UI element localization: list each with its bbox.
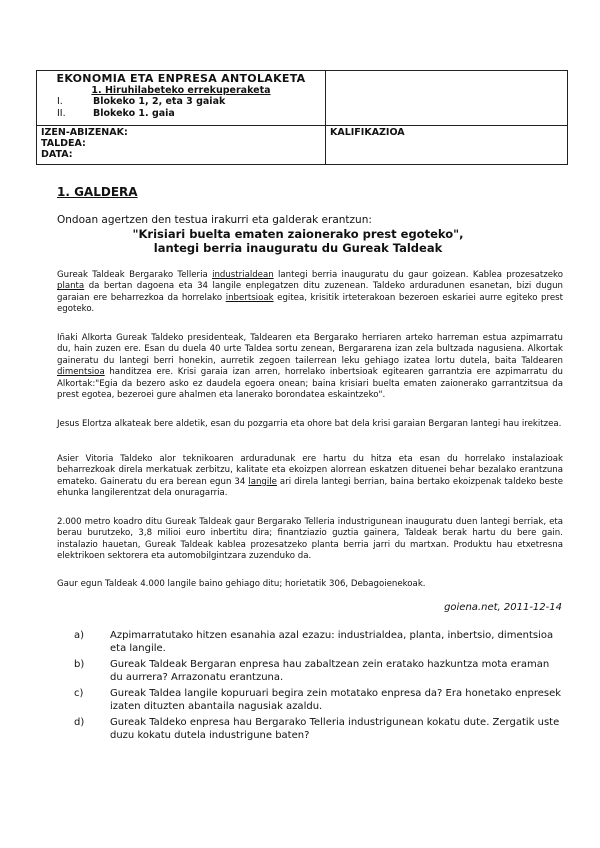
underlined-term: planta	[57, 281, 85, 292]
article-paragraph-1: Gureak Taldeak Bergarako Telleria industrialdean lantegi berria inauguratu du gaur goizean. Kablea prozesatzeko planta da bertan dagoena eta 34 langile enplegatzen ditu zuzenean. Taldeko arduradunen esanetan, bizi dugun garaian ere beharrezkoa da horrelako inbertsioak egitea, krisitik irteterakoan bezeroen eskariei aurre egiteko prest egoteko.	[57, 270, 563, 315]
block-row-text: Blokeko 1. gaia	[93, 108, 175, 119]
article-paragraph-3: Jesus Elortza alkateak bere aldetik, esan du pozgarria eta ohore bat dela krisi garaian Bergaran lantegi hau irekitzea.	[57, 419, 562, 429]
article-paragraph-2: Iñaki Alkorta Gureak Taldeko presidenteak, Taldearen eta Bergarako herriaren arteko harreman estua azpimarratu du, hain zuzen ere. Esan du duela 40 urte Taldea sortu zenean, Bergararena izan zela bultzada nagusiena. Alkortak gaineratu du lantegi berri honekin, aurretik zegoen tailerrean leku gehiago izatea lortu dutela, baita Taldearen dimentsioa handitzea ere. Krisi garaia izan arren, horrelako inbertsioak egitearen garrantzia ere azpimarratu du Alkortak:"Egia da bezero asko ez daudela egoera onean; baina krisiari buelta ematen zaionerako garrantzitsua da prest egotea, bezeroei gure ahalmen eta lanerako borondatea eskaintzeko".	[57, 333, 563, 401]
article-paragraph-4: Asier Vitoria Taldeko alor teknikoaren arduradunak ere hartu du hitza eta esan du horrelako instalazioak beharrezkoak direla merkatuak zerbitzu, kalitate eta ekoizpen alorrean eskatzen dituenei behar bezalako erantzuna emateko. Gaineratu du era berean egun 34 langile ari direla lantegi berrian, baina bertako ekoizpenak taldeko beste ehunka langilerentzat dela onuragarria.	[57, 454, 563, 499]
course-title: EKONOMIA ETA ENPRESA ANTOLAKETA	[56, 72, 306, 85]
questions-list	[74, 630, 564, 746]
question-item	[74, 717, 564, 742]
article-paragraph-6: Gaur egun Taldeak 4.000 langile baino gehiago ditu; horietatik 306, Debagoienekoak.	[57, 579, 426, 589]
question-item	[74, 630, 564, 655]
question-letter: c)	[74, 688, 84, 699]
group-field-label: TALDEA:	[41, 138, 86, 149]
exam-subtitle: 1. Hiruhilabeteko errekuperaketa	[91, 85, 271, 96]
question-text: Gureak Taldea langile kopuruari begira zein motatako enpresa da? Era honetako enpresek izaten dituzten abantaila nagusiak azaldu.	[110, 688, 562, 712]
block-row	[41, 96, 321, 108]
question-item	[74, 659, 564, 684]
exam-header-table	[36, 70, 568, 165]
blank-cell	[326, 71, 568, 126]
question-text: Azpimarratutako hitzen esanahia azal ezazu: industrialdea, planta, inbertsio, dimentsioa eta langile.	[110, 630, 554, 654]
block-row-number: I.	[57, 96, 63, 107]
block-row-number: II.	[57, 108, 66, 119]
date-field-label: DATA:	[41, 149, 73, 160]
student-fields-cell	[37, 126, 326, 165]
question-letter: a)	[74, 630, 85, 641]
section-title: 1. GALDERA	[57, 185, 138, 199]
article-headline	[57, 227, 539, 255]
headline-line-1: "Krisiari buelta ematen zaionerako prest egoteko",	[132, 227, 464, 241]
name-field-label: IZEN-ABIZENAK:	[41, 127, 128, 138]
question-letter: b)	[74, 659, 85, 670]
block-row-text: Blokeko 1, 2, eta 3 gaiak	[93, 96, 226, 107]
exam-info-cell	[37, 71, 326, 126]
article-paragraph-5: 2.000 metro koadro ditu Gureak Taldeak gaur Bergarako Telleria industrigunean inauguratu duen lantegi berriak, eta berau burutzeko, 3,8 milioi euro inbertitu dira; finantziazio guztia gainera, Taldeak berak hartu du bere gain. instalazio hauetan, Gureak Taldeak kablea prozesatzeko planta berria jarri du martxan. Produktu hau etxetresna elektrikoen sektorera eta automobilgintzara zuzenduko da.	[57, 517, 563, 562]
instructions: Ondoan agertzen den testua irakurri eta galderak erantzun:	[57, 214, 372, 226]
question-item	[74, 688, 564, 713]
underlined-term: langile	[248, 476, 277, 487]
underlined-term: inbertsioak	[225, 292, 274, 303]
question-text: Gureak Taldeak Bergaran enpresa hau zabaltzean zein eratako hazkuntza mota eraman du aurrera? Arrazonatu erantzuna.	[110, 659, 550, 683]
question-text: Gureak Taldeko enpresa hau Bergarako Telleria industrigunean kokatu dute. Zergatik uste duzu kokatu dutela industrigune baten?	[110, 717, 560, 741]
article-source: goiena.net, 2011-12-14	[444, 602, 562, 613]
underlined-term: industrialdean	[212, 270, 274, 280]
grade-cell	[326, 126, 568, 165]
grade-label: KALIFIKAZIOA	[330, 127, 405, 138]
question-letter: d)	[74, 717, 85, 728]
block-row	[41, 108, 321, 120]
headline-line-2: lantegi berria inauguratu du Gureak Taldeak	[153, 241, 443, 255]
underlined-term: dimentsioa	[57, 367, 105, 378]
